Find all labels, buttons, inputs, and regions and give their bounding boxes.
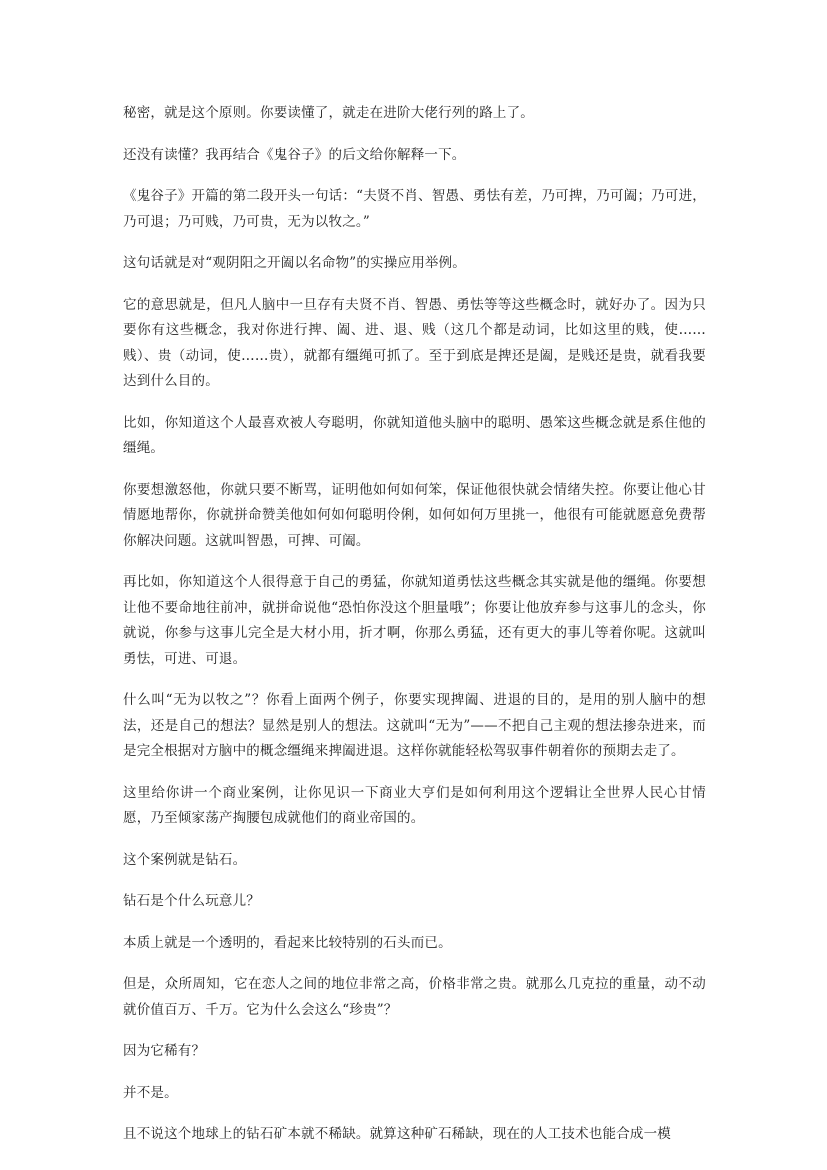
paragraph: 什么叫“无为以牧之”？你看上面两个例子，你要实现捭阖、进退的目的，是用的别人脑中的想法，还是自己的想法？显然是别人的想法。这就叫“无为”——不把自己主观的想法掺杂进来，而是完全根据对方脑中的概念缰绳来捭阖进退。这样你就能轻松驾驭事件朝着你的预期去走了。 (123, 692, 706, 759)
paragraph: 但是，众所周知，它在恋人之间的地位非常之高，价格非常之贵。就那么几克拉的重量，动不动就价值百万、千万。它为什么会这么“珍贵”？ (123, 976, 706, 1018)
paragraph: 秘密，就是这个原则。你要读懂了，就走在进阶大佬行列的路上了。 (123, 105, 534, 121)
paragraph: 它的意思就是，但凡人脑中一旦存有夫贤不肖、智愚、勇怯等等这些概念时，就好办了。因为只要你有这些概念，我对你进行捭、阖、进、退、贱（这几个都是动词，比如这里的贱，使……贱）、贵（动词，使……贵），就都有缰绳可抓了。至于到底是捭还是阖，是贱还是贵，就看我要达到什么目的。 (123, 296, 706, 389)
paragraph: 还没有读懂？我再结合《鬼谷子》的后文给你解释一下。 (123, 146, 466, 163)
paragraph: 因为它稀有？ (123, 1043, 206, 1059)
paragraph: 且不说这个地球上的钻石矿本就不稀缺。就算这种矿石稀缺，现在的人工技术也能合成一模 (123, 1126, 671, 1142)
paragraph: 你要想激怒他，你就只要不断骂，证明他如何如何笨，保证他很快就会情绪失控。你要让他心甘情愿地帮你，你就拼命赞美他如何如何聪明伶俐，如何如何万里挑一，他很有可能就愿意免费帮你解决问题。这就叫智愚，可捭、可阖。 (123, 481, 706, 549)
paragraph: 这个案例就是钻石。 (123, 851, 247, 868)
paragraph: 本质上就是一个透明的，看起来比较特别的石头而已。 (123, 934, 452, 951)
paragraph: 并不是。 (123, 1084, 178, 1101)
paragraph: 再比如，你知道这个人很得意于自己的勇猛，你就知道勇怯这些概念其实就是他的缰绳。你要想让他不要命地往前冲，就拼命说他“恐怕你没这个胆量哦”；你要让他放弃参与这事儿的念头，你就说，你参与这事儿完全是大材小用，折才啊，你那么勇猛，还有更大的事儿等着你呢。这就叫勇怯，可进、可退。 (123, 574, 706, 667)
document-body (123, 101, 706, 1164)
paragraph: 比如，你知道这个人最喜欢被人夸聪明，你就知道他头脑中的聪明、愚笨这些概念就是系住他的缰绳。 (123, 414, 706, 456)
paragraph: 这里给你讲一个商业案例，让你见识一下商业大亨们是如何利用这个逻辑让全世界人民心甘情愿，乃至倾家荡产掏腰包成就他们的商业帝国的。 (123, 784, 706, 826)
paragraph: 这句话就是对“观阴阳之开阖以名命物”的实操应用举例。 (123, 255, 467, 271)
paragraph: 钻石是个什么玩意儿？ (123, 893, 260, 909)
paragraph: 《鬼谷子》开篇的第二段开头一句话：“夫贤不肖、智愚、勇怯有差，乃可捭，乃可阖；乃可进，乃可退；乃可贱，乃可贵，无为以牧之。” (123, 188, 706, 230)
